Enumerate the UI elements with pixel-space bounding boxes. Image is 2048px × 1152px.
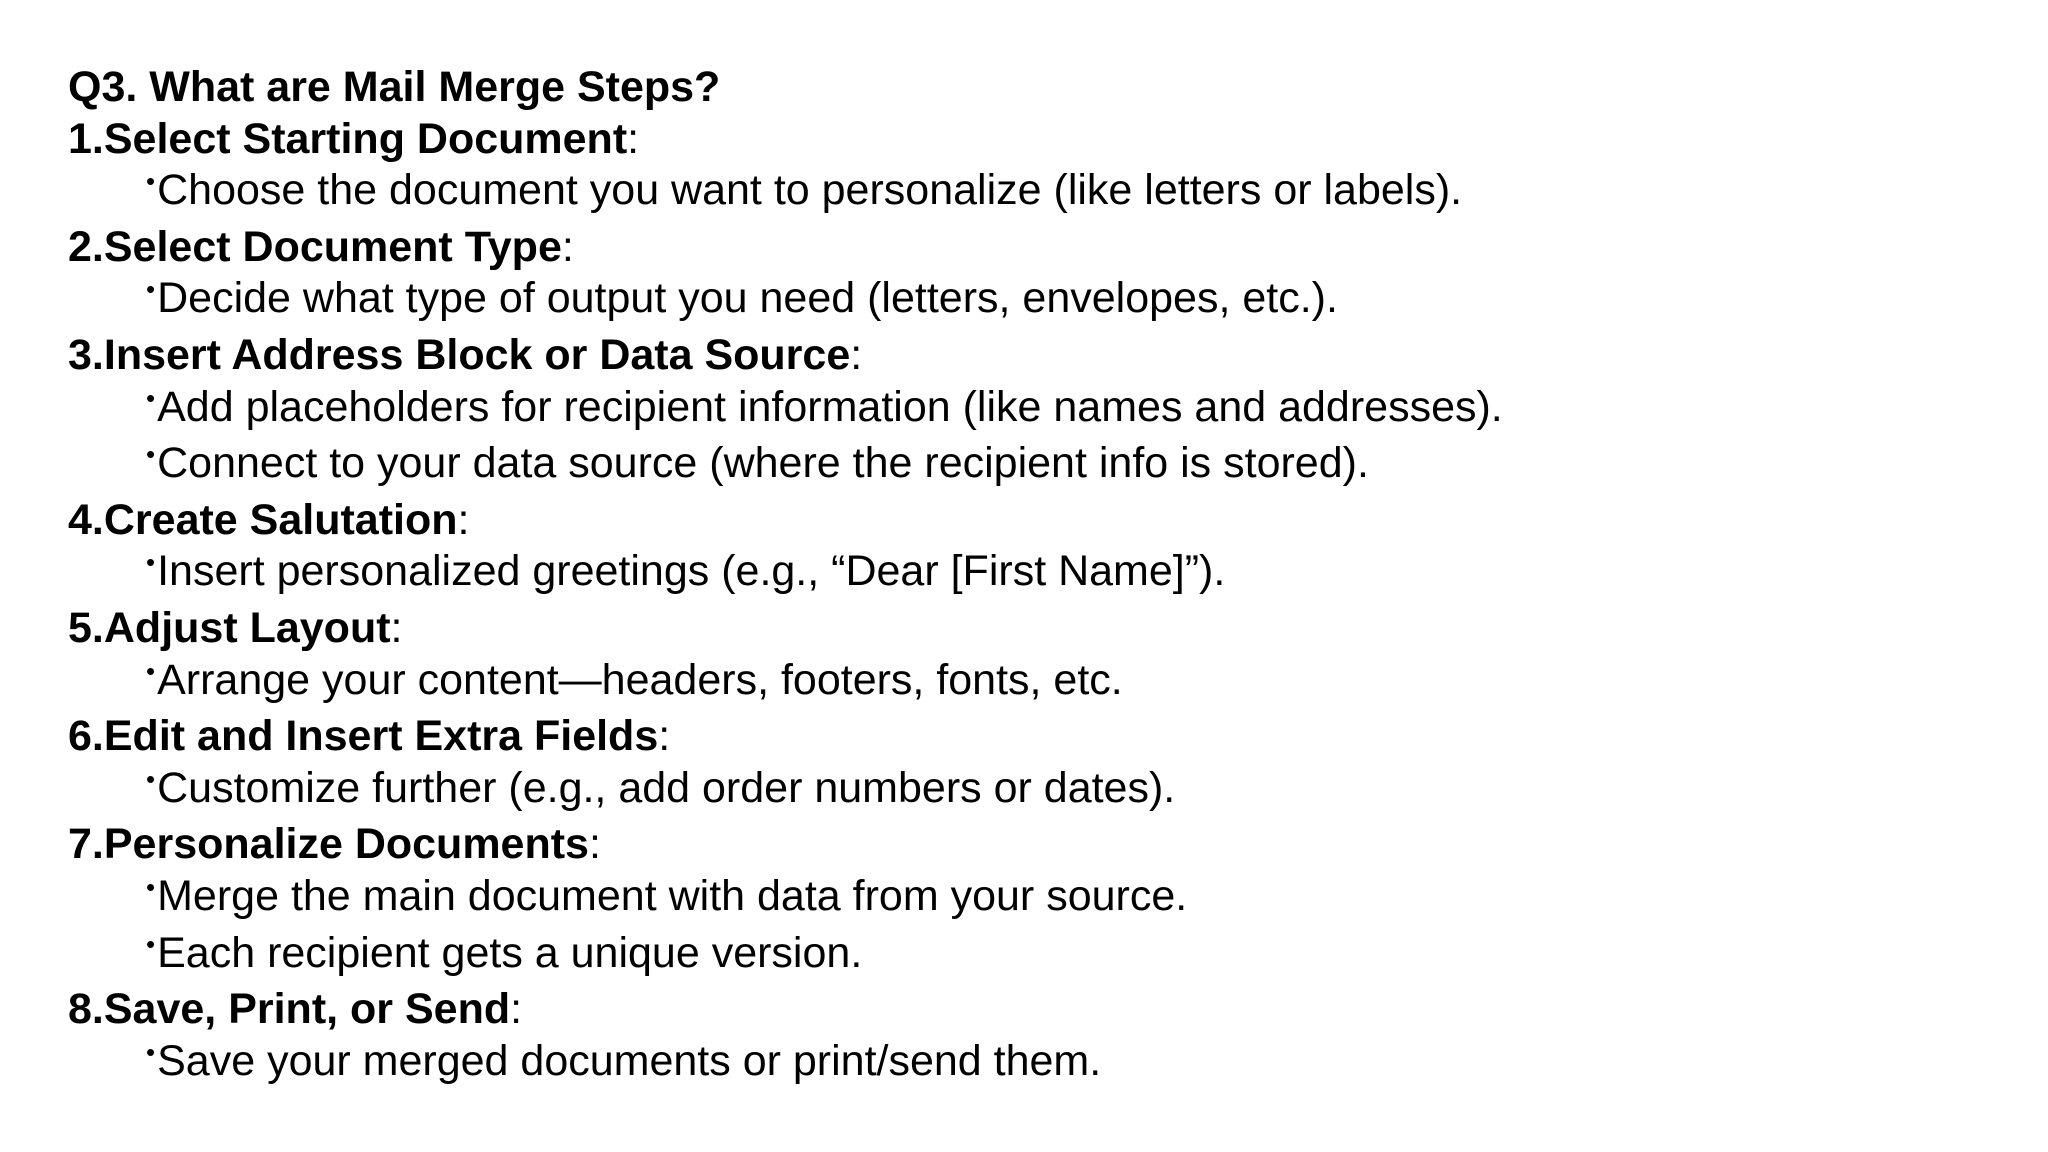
- bullet-icon: •: [146, 871, 156, 902]
- step-number: 7.: [68, 820, 104, 869]
- step-title: Personalize Documents: [103, 820, 589, 869]
- bullet-icon: •: [146, 763, 156, 794]
- step-title: Edit and Insert Extra Fields: [103, 712, 659, 761]
- step-number: 4.: [68, 495, 104, 544]
- step-title: Save, Print, or Send: [103, 985, 511, 1034]
- bullet-text: Insert personalized greetings (e.g., “Dear [First Name]”).: [157, 547, 1226, 596]
- step-number: 8.: [68, 985, 104, 1034]
- bullet-icon: •: [146, 439, 156, 470]
- step-number: 5.: [68, 603, 104, 652]
- bullet-item: [68, 546, 2008, 603]
- bullet-text: Merge the main document with data from your source.: [157, 871, 1188, 920]
- step-7: [68, 819, 2008, 871]
- step-number: 2.: [68, 222, 104, 271]
- step-3: [68, 330, 2008, 382]
- bullet-text: Add placeholders for recipient information (like names and addresses).: [157, 382, 1503, 431]
- bullet-text: Decide what type of output you need (letters, envelopes, etc.).: [157, 274, 1338, 323]
- bullet-icon: •: [146, 166, 156, 197]
- step-2: [68, 222, 2008, 274]
- bullet-text: Customize further (e.g., add order numbers or dates).: [157, 763, 1176, 812]
- slide-content: [68, 62, 2008, 1092]
- step-colon: :: [510, 985, 523, 1034]
- bullet-text: Each recipient gets a unique version.: [157, 928, 863, 977]
- bullet-icon: •: [146, 547, 156, 578]
- step-colon: :: [588, 820, 601, 869]
- bullet-text: Choose the document you want to personalize (like letters or labels).: [157, 166, 1463, 215]
- step-number: 1.: [68, 114, 104, 163]
- bullet-icon: •: [146, 382, 156, 413]
- step-5: [68, 603, 2008, 655]
- step-colon: :: [627, 114, 640, 163]
- step-colon: :: [561, 222, 574, 271]
- bullet-item: [68, 273, 2008, 330]
- bullet-item: [68, 1036, 2008, 1093]
- bullet-item: [68, 382, 2008, 439]
- step-colon: :: [658, 712, 671, 761]
- bullet-text: Connect to your data source (where the recipient info is stored).: [157, 439, 1369, 488]
- bullet-item: [68, 655, 2008, 712]
- slide-title: Q3. What are Mail Merge Steps?: [68, 63, 721, 111]
- bullet-item: [68, 165, 2008, 222]
- bullet-icon: •: [146, 1036, 156, 1067]
- bullet-item: [68, 871, 2008, 928]
- bullet-text: Save your merged documents or print/send them.: [157, 1036, 1102, 1085]
- step-title: Select Starting Document: [103, 114, 628, 163]
- step-colon: :: [457, 495, 470, 544]
- bullet-text: Arrange your content—headers, footers, fonts, etc.: [157, 655, 1123, 704]
- step-number: 6.: [68, 712, 104, 761]
- step-title: Adjust Layout: [103, 603, 391, 652]
- step-title: Insert Address Block or Data Source: [103, 330, 851, 379]
- bullet-icon: •: [146, 655, 156, 686]
- bullet-icon: •: [146, 274, 156, 305]
- step-title: Create Salutation: [103, 495, 458, 544]
- step-colon: :: [850, 330, 863, 379]
- bullet-item: [68, 763, 2008, 820]
- step-colon: :: [390, 603, 403, 652]
- step-4: [68, 495, 2008, 547]
- bullet-item: [68, 438, 2008, 495]
- step-6: [68, 711, 2008, 763]
- step-number: 3.: [68, 330, 104, 379]
- bullet-icon: •: [146, 928, 156, 959]
- bullet-item: [68, 928, 2008, 985]
- step-8: [68, 984, 2008, 1036]
- step-1: [68, 114, 2008, 166]
- step-title: Select Document Type: [103, 222, 562, 271]
